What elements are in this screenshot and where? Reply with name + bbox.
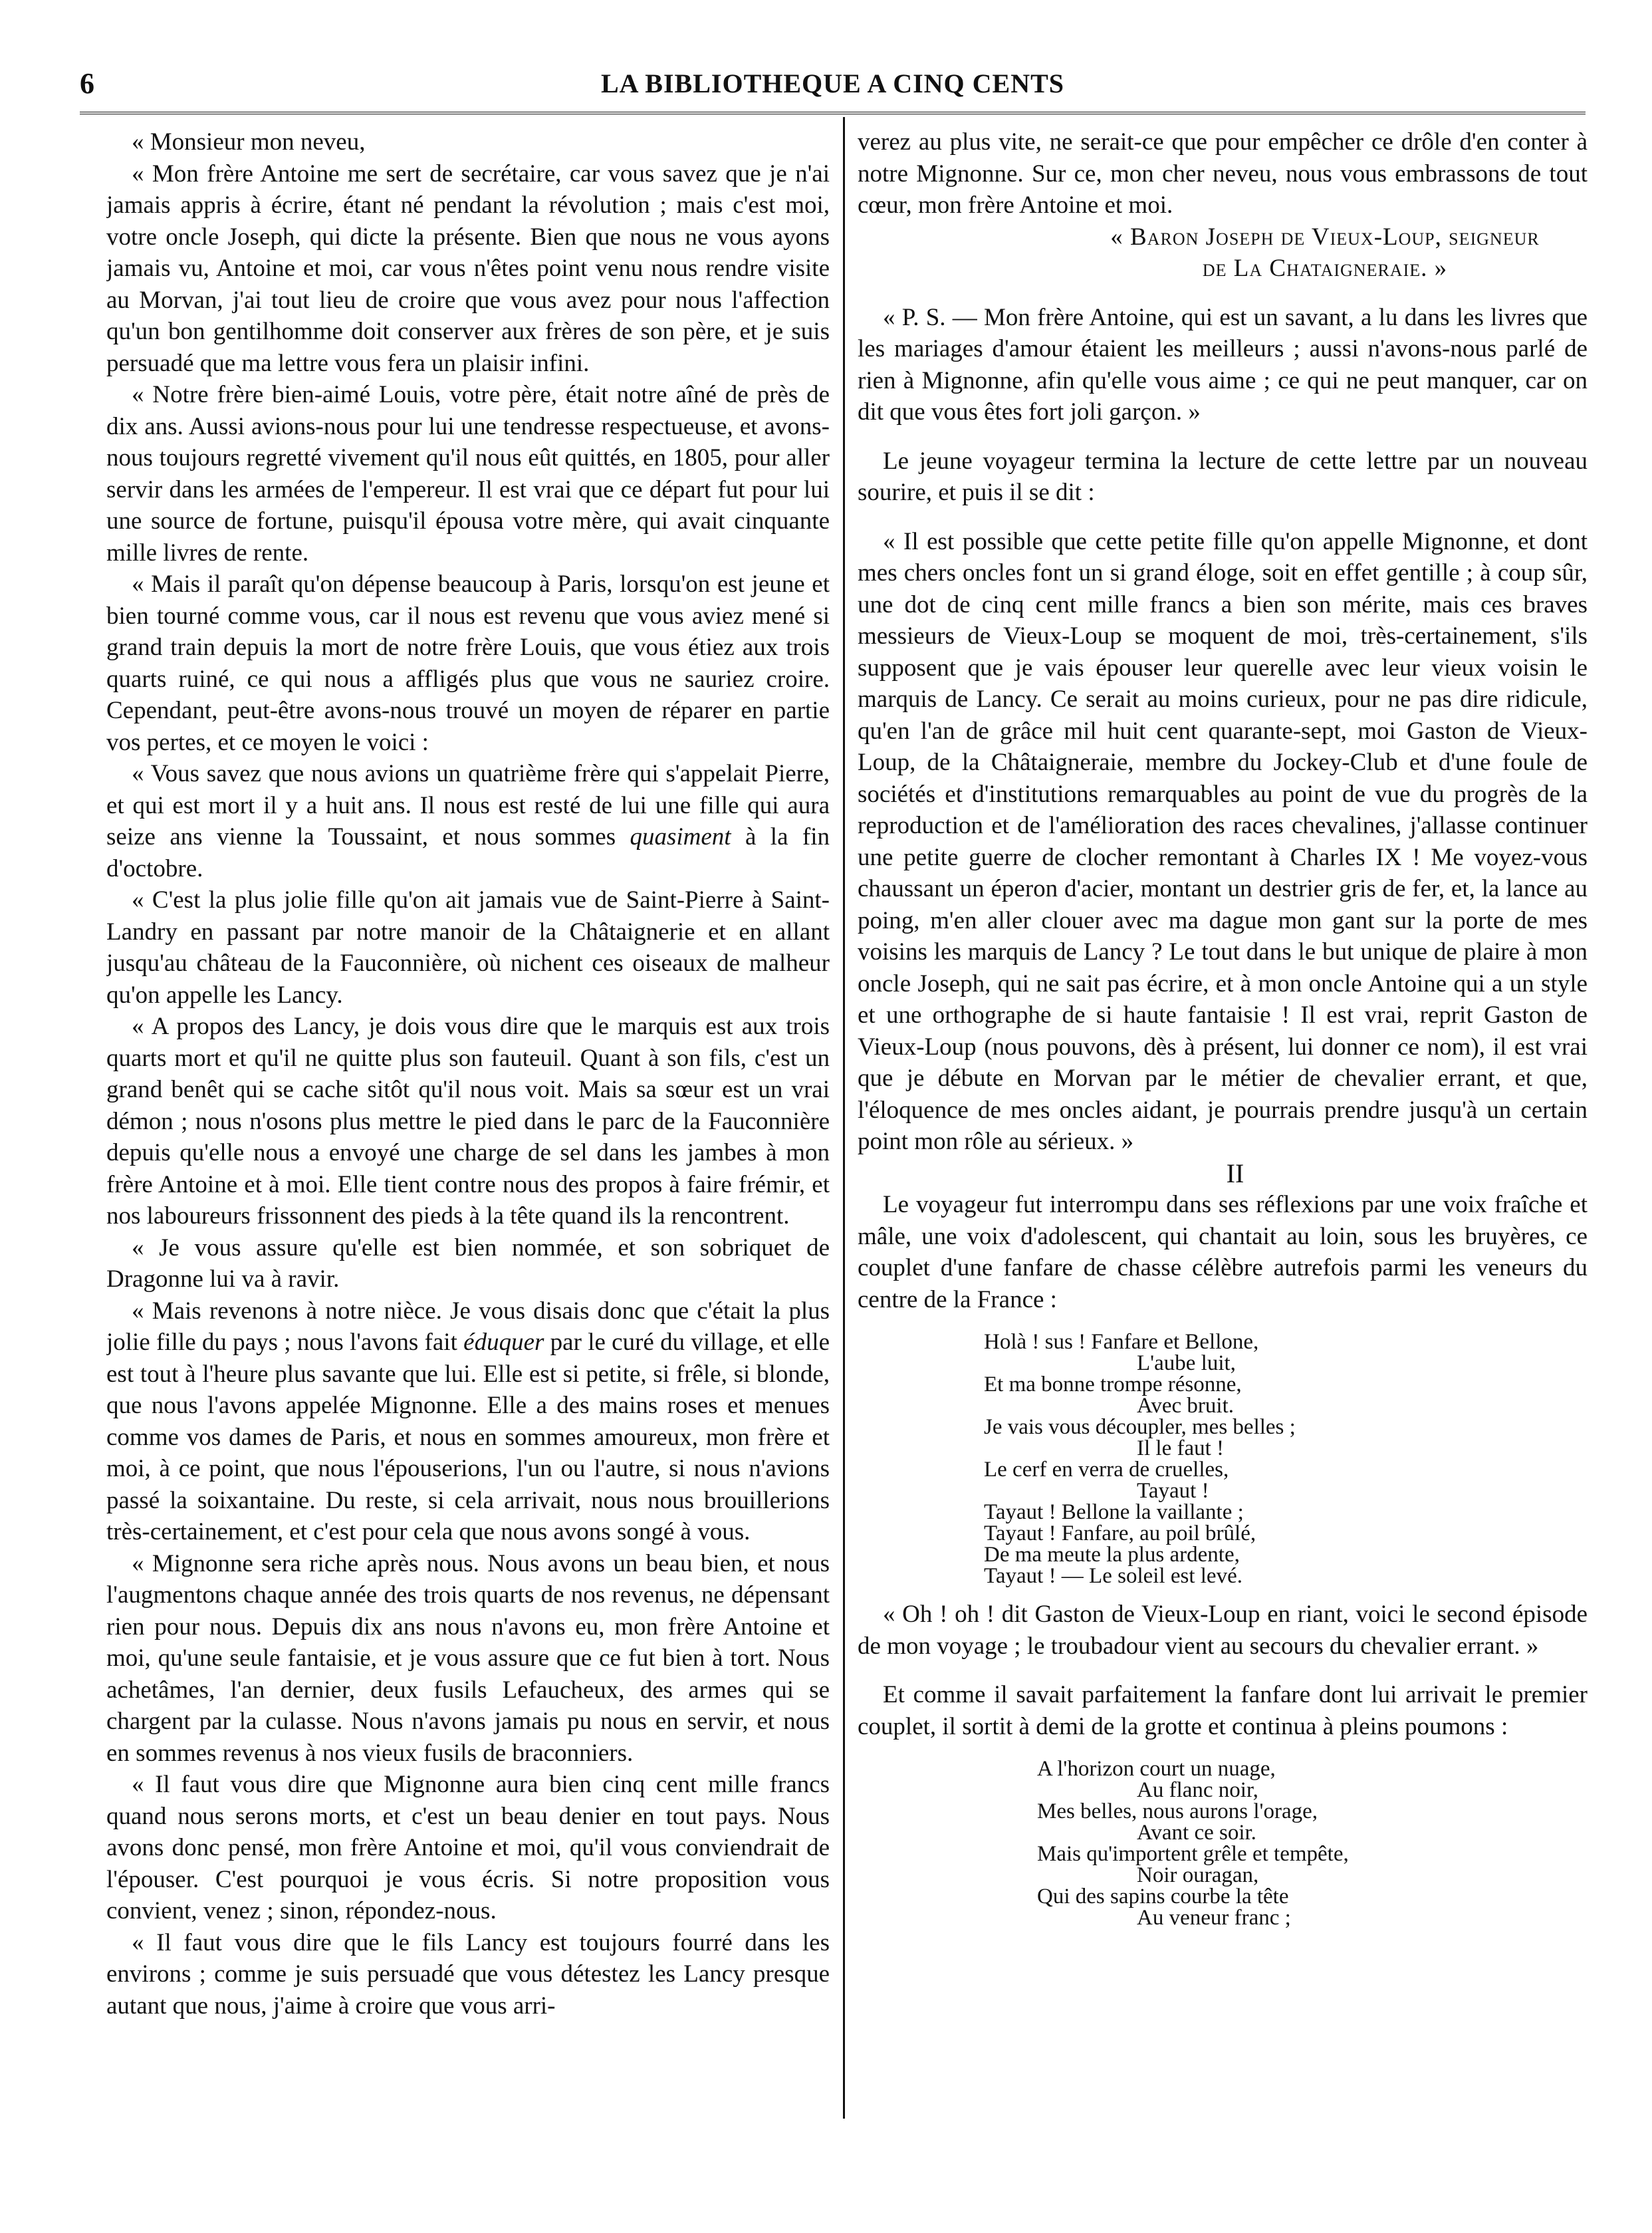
letter-paragraph: « Il faut vous dire que le fils Lancy est toujours fourré dans les environs ; comme je suis persuadé que vous détestez les Lancy presque autant que nous, j'aime à croire que vous arri-: [106, 1928, 830, 2020]
verse-line: Avec bruit.: [1137, 1394, 1235, 1418]
text-run: à la fin d'octobre.: [106, 823, 830, 882]
salutation: « Monsieur mon neveu,: [132, 128, 366, 156]
running-title: LA BIBLIOTHEQUE A CINQ CENTS: [600, 68, 1065, 98]
verse-line: De ma meute la plus ardente,: [984, 1543, 1240, 1567]
letter-paragraph: « Mais il paraît qu'on dépense beaucoup à Paris, lorsqu'on est jeune et bien tourné comme vous, car il nous est revenu que vous aviez mené si grand train depuis la mort de notre frère Louis, que vous étiez aux trois quarts ruiné, ce qui nous a affligés plus que vous ne sauriez croire. Cependant, peut-être avons-nous trouvé un moyen de réparer en partie vos pertes, et ce moyen le voici :: [106, 571, 830, 756]
right-column: [858, 126, 1588, 2121]
letter-paragraph: « Mignonne sera riche après nous. Nous avons un beau bien, et nous l'augmentons chaque année des trois quarts de nos revenus, ne dépensant rien pour nous. Depuis dix ans nous n'avons eu, mon frère Antoine et moi, qu'une seule fantaisie, et je vous assure que ce fut bien à tort. Nous achetâmes, l'an dernier, deux fusils Lefaucheux, des armes qui se chargent par la culasse. Nous n'avons jamais pu nous en servir, et nous en sommes revenus à nos vieux fusils de braconniers.: [106, 1549, 830, 1767]
song-verse: [858, 1331, 1588, 1587]
verse-line: Tayaut ! Bellone la vaillante ;: [984, 1500, 1244, 1524]
text-run: par le curé du village, et elle est tout à l'heure plus savante que lui. Elle est si petite, si frêle, si blonde, que nous l'avons appelée Mignonne. Elle a des mains roses et menues comme vos dames de Paris, et nous en sommes amoureux, mon frère et moi, à ce point, que nous l'épouserions, l'un ou l'autre, si nous n'avions passé la soixantaine. Du reste, si cela arrivait, nous nous brouillerions très-certainement, et c'est pour cela que nous avons songé à vous.: [106, 1329, 830, 1545]
header-rule: [80, 112, 1586, 114]
signature-line: de La Chataigneraie. »: [1202, 255, 1448, 282]
letter-paragraph: « Notre frère bien-aimé Louis, votre père, était notre aîné de près de dix ans. Aussi avions-nous pour lui une tendresse respectueuse, et avons-nous toujours regretté vivement qu'il nous eût quittés, en 1805, pour aller servir dans les armées de l'empereur. Il est vrai que ce départ fut pour lui une source de fortune, puisqu'il épousa votre mère, qui avait cinquante mille livres de rente.: [106, 381, 830, 567]
column-divider: [843, 117, 845, 2119]
letter-paragraph: « Mon frère Antoine me sert de secrétaire, car vous savez que je n'ai jamais appris à écrire, étant né pendant la révolution ; mais c'est moi, votre oncle Joseph, qui dicte la présente. Bien que nous ne vous ayons jamais vu, Antoine et moi, car vous n'êtes point venu nous rendre visite au Morvan, j'ai tout lieu de croire que vous avez pour nous l'affection qu'un bon gentilhomme doit conserver aux frères de son père, et je suis persuadé que ma lettre vous fera un plaisir infini.: [106, 160, 830, 377]
letter-paragraph: [106, 758, 830, 884]
verse-line: Le cerf en verra de cruelles,: [984, 1458, 1229, 1482]
verse-line: L'aube luit,: [1137, 1351, 1236, 1375]
verse-line: Il le faut !: [1137, 1436, 1225, 1460]
narrative-paragraph: « Oh ! oh ! dit Gaston de Vieux-Loup en riant, voici le second épisode de mon voyage ; le troubadour vient au secours du chevalier errant. »: [858, 1601, 1588, 1660]
verse-line: Qui des sapins courbe la tête: [1037, 1885, 1289, 1908]
letter-paragraph: « A propos des Lancy, je dois vous dire que le marquis est aux trois quarts mort et qu'il ne quitte plus son fauteuil. Quant à son fils, c'est un grand benêt qui se cache sitôt qu'il nous voit. Mais sa sœur est un vrai démon ; nous n'osons plus mettre le pied dans le parc de la Fauconnière depuis qu'elle nous a envoyé une charge de sel dans les jambes à mon frère Antoine et à moi. Elle tient contre nous des propos à faire frémir, et nos laboureurs frissonnent des pieds à la tête quand ils la rencontrent.: [106, 1013, 830, 1230]
verse-line: Tayaut ! Fanfare, au poil brûlé,: [984, 1521, 1256, 1545]
verse-line: Noir ouragan,: [1137, 1863, 1259, 1887]
verse-line: Tayaut ! — Le soleil est levé.: [984, 1564, 1242, 1588]
letter-paragraph: « C'est la plus jolie fille qu'on ait jamais vue de Saint-Pierre à Saint-Landry en passant par notre manoir de la Châtaignerie et en allant jusqu'au château de la Fauconnière, où nichent ces oiseaux de malheur qu'on appelle les Lancy.: [106, 886, 830, 1009]
letter-paragraph: [106, 1295, 830, 1548]
page-header: [80, 66, 1586, 106]
page-number: 6: [80, 67, 94, 100]
verse-line: Mais qu'importent grêle et tempête,: [1037, 1842, 1349, 1866]
letter-paragraph: verez au plus vite, ne serait-ce que pour empêcher ce drôle d'en conter à notre Mignonne. Sur ce, mon cher neveu, nous vous embrassons de tout cœur, mon frère Antoine et moi.: [858, 128, 1588, 219]
postscript: « P. S. — Mon frère Antoine, qui est un savant, a lu dans les livres que les mariages d'amour étaient les meilleurs ; aussi n'avons-nous parlé de rien à Mignonne, afin qu'elle vous aime ; ce qui ne peut manquer, car on dit que vous êtes fort joli garçon. »: [858, 303, 1588, 426]
verse-line: Avant ce soir.: [1137, 1821, 1256, 1845]
italic-word: quasiment: [630, 823, 731, 851]
left-column: [106, 126, 830, 2121]
verse-line: A l'horizon court un nuage,: [1037, 1757, 1276, 1781]
verse-line: Et ma bonne trompe résonne,: [984, 1373, 1242, 1396]
verse-line: Holà ! sus ! Fanfare et Bellone,: [984, 1330, 1259, 1354]
narrative-paragraph: Et comme il savait parfaitement la fanfare dont lui arrivait le premier couplet, il sortit à demi de la grotte et continua à pleins poumons :: [858, 1681, 1588, 1740]
italic-word: éduquer: [463, 1329, 544, 1356]
narrative-paragraph: Le voyageur fut interrompu dans ses réflexions par une voix fraîche et mâle, une voix d'adolescent, qui chantait au loin, sous les bruyères, ce couplet d'une fanfare de chasse célèbre autrefois parmi les veneurs du centre de la France :: [858, 1191, 1588, 1313]
verse-line: Au veneur franc ;: [1137, 1906, 1291, 1930]
text-run: « Vous savez que nous avions un quatrième frère qui s'appelait Pierre, et qui est mort il y a huit ans. Il nous est resté de lui une fille qui aura seize ans vienne la Toussaint, et nous sommes: [106, 760, 830, 851]
song-verse: [858, 1758, 1588, 1928]
section-number: II: [1226, 1158, 1244, 1188]
text-run: « Mais revenons à notre nièce. Je vous disais donc que c'était la plus jolie fille du pays ; nous l'avons fait: [106, 1297, 830, 1356]
monologue-paragraph: « Il est possible que cette petite fille qu'on appelle Mignonne, et dont mes chers oncles font un si grand éloge, soit en effet gentille ; à coup sûr, une dot de cinq cent mille francs a bien son mérite, mais ces braves messieurs de Vieux-Loup se moquent de moi, très-certainement, s'ils supposent que je vais épouser leur querelle avec leur vieux voisin le marquis de Lancy. Ce serait au moins curieux, pour ne pas dire ridicule, qu'en l'an de grâce mil huit cent quarante-sept, moi Gaston de Vieux-Loup, de la Châtaigneraie, membre du Jockey-Club et d'une foule de sociétés et d'institutions remarquables au point de vue du progrès de la reproduction et de l'amélioration des races chevalines, j'allasse continuer une petite guerre de clocher remontant à Charles IX ! Me voyez-vous chaussant un éperon d'acier, montant un destrier gris de fer, et, la lance au poing, m'en aller clouer avec ma dague mon gant sur la porte de mes voisins les marquis de Lancy ? Le tout dans le but unique de plaire à mon oncle Joseph, qui ne sait pas écrire, et à mon oncle Antoine qui a un style et une orthographe de si haute fantaisie ! Il est vrai, reprit Gaston de Vieux-Loup (nous pouvons, dès à présent, lui donner ce nom), il est vrai que je débute en Morvan par le métier de chevalier errant, et que, l'éloquence de mes oncles aidant, je pourrais prendre jusqu'à un certain point mon rôle au sérieux. »: [858, 527, 1588, 1155]
verse-line: Au flanc noir,: [1137, 1778, 1258, 1802]
verse-line: Tayaut !: [1137, 1479, 1209, 1503]
narrative-paragraph: Le jeune voyageur termina la lecture de cette lettre par un nouveau sourire, et puis il se dit :: [858, 447, 1588, 506]
verse-line: Je vais vous découpler, mes belles ;: [984, 1415, 1296, 1439]
letter-paragraph: « Il faut vous dire que Mignonne aura bien cinq cent mille francs quand nous serons morts, et c'est un beau denier en tout pays. Nous avons donc pensé, mon frère Antoine et moi, qu'il vous conviendrait de l'épouser. C'est pourquoi je vous écris. Si notre proposition vous convient, venez ; sinon, répondez-nous.: [106, 1771, 830, 1924]
letter-paragraph: « Je vous assure qu'elle est bien nommée, et son sobriquet de Dragonne lui va à ravir.: [106, 1234, 830, 1293]
verse-line: Mes belles, nous aurons l'orage,: [1037, 1799, 1318, 1823]
signature-line: « Baron Joseph de Vieux-Loup, seigneur: [1110, 223, 1540, 251]
signature-block: [1057, 221, 1568, 285]
